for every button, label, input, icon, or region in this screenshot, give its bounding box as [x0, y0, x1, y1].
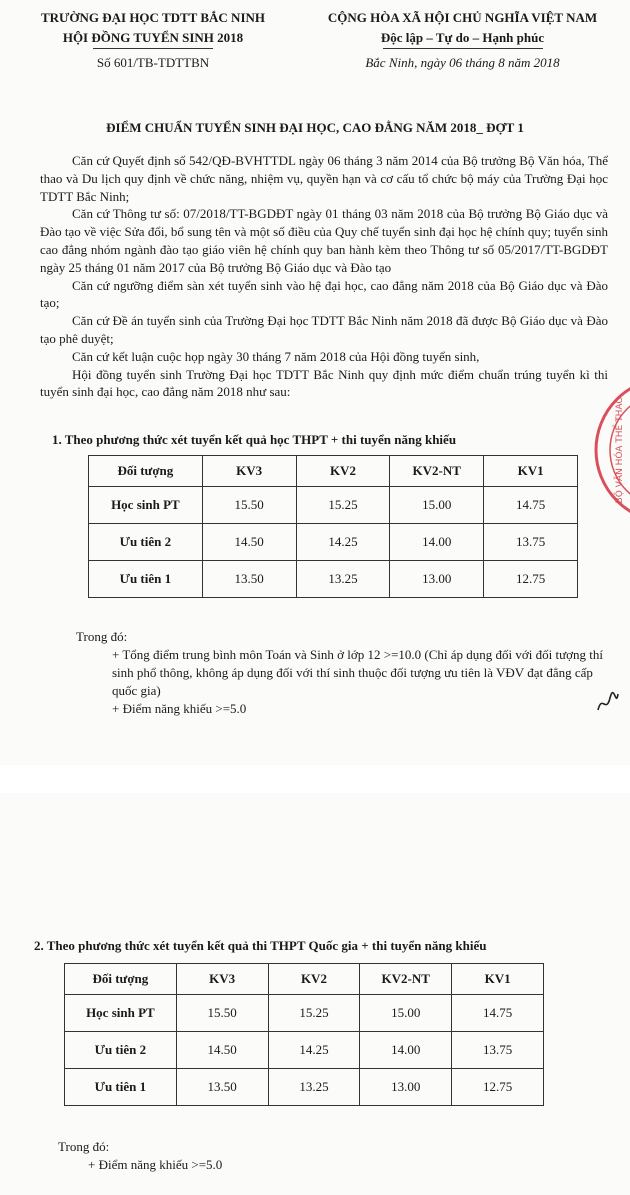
- header-right-rule: [383, 48, 543, 49]
- stamp-text: BỘ VĂN HÓA THỂ THAO: [615, 396, 625, 504]
- document-body: [40, 152, 608, 401]
- table-header-row: [89, 456, 578, 487]
- table-cell: 13.50: [202, 561, 296, 598]
- paragraph: Căn cứ Đề án tuyển sinh của Trường Đại học TDTT Bắc Ninh năm 2018 đã được Bộ Giáo dục và Đào tạo phê duyệt;: [40, 313, 608, 346]
- table-cell: Học sinh PT: [65, 995, 177, 1032]
- table-row: [65, 995, 544, 1032]
- section-2-notes: [58, 1138, 578, 1174]
- score-table-1: [88, 455, 578, 598]
- document-page-2: [0, 793, 630, 1195]
- table-header-cell: KV1: [452, 964, 544, 995]
- table-cell: 15.50: [202, 487, 296, 524]
- motto: Độc lập – Tự do – Hạnh phúc: [380, 30, 545, 45]
- section-1-notes: [76, 628, 610, 718]
- table-row: [89, 487, 578, 524]
- table-row: [65, 1032, 544, 1069]
- paragraph: Căn cứ Thông tư số: 07/2018/TT-BGDĐT ngày 01 tháng 03 năm 2018 của Bộ trưởng Bộ Giáo dục và Đào tạo về việc Sửa đổi, bổ sung tên và một số điều của Quy chế tuyển sinh đại học hệ chính quy; tuyển sinh cao đẳng nhóm ngành đào tạo giáo viên hệ chính quy ban hành kèm theo Thông tư số 05/2017/TT-BGDĐT ngày 25 tháng 01 năm 2017 của Bộ trưởng Bộ Giáo dục và Đào tạo: [40, 206, 608, 275]
- table-cell: Ưu tiên 2: [89, 524, 203, 561]
- table-cell: 14.75: [452, 995, 544, 1032]
- note-item: + Điểm năng khiếu >=5.0: [88, 1157, 223, 1172]
- table-header-cell: KV3: [176, 964, 268, 995]
- council-name: HỘI ĐỒNG TUYỂN SINH 2018: [62, 30, 244, 45]
- table-cell: 14.00: [360, 1032, 452, 1069]
- table-cell: 12.75: [452, 1069, 544, 1106]
- table-header-cell: KV2-NT: [360, 964, 452, 995]
- paragraph: Căn cứ ngưỡng điểm sàn xét tuyển sinh vào hệ đại học, cao đẳng năm 2018 của Bộ Giáo dục và Đào tạo;: [40, 277, 608, 311]
- table-cell: 15.00: [390, 487, 484, 524]
- section-1-heading: 1. Theo phương thức xét tuyển kết quả học THPT + thi tuyển năng khiếu: [52, 432, 457, 447]
- school-name: TRƯỜNG ĐẠI HỌC TDTT BẮC NINH: [40, 10, 266, 25]
- table-cell: Ưu tiên 1: [89, 561, 203, 598]
- table-header-cell: KV2-NT: [390, 456, 484, 487]
- notes-heading: Trong đó:: [76, 629, 128, 644]
- table-cell: Ưu tiên 2: [65, 1032, 177, 1069]
- table-cell: 13.25: [268, 1069, 360, 1106]
- notes-heading: Trong đó:: [58, 1139, 110, 1154]
- table-header-cell: Đối tượng: [65, 964, 177, 995]
- note-item: + Điểm năng khiếu >=5.0: [112, 701, 247, 716]
- table-cell: 14.50: [176, 1032, 268, 1069]
- table-cell: 13.50: [176, 1069, 268, 1106]
- table-cell: Học sinh PT: [89, 487, 203, 524]
- table-cell: 14.25: [268, 1032, 360, 1069]
- country-name: CỘNG HÒA XÃ HỘI CHỦ NGHĨA VIỆT NAM: [327, 10, 598, 25]
- table-cell: 13.00: [360, 1069, 452, 1106]
- table-cell: 13.75: [484, 524, 578, 561]
- table-cell: 14.00: [390, 524, 484, 561]
- table-cell: 15.50: [176, 995, 268, 1032]
- section-2-heading: 2. Theo phương thức xét tuyển kết quả thi THPT Quốc gia + thi tuyển năng khiếu: [34, 938, 487, 953]
- table-header-cell: KV2: [296, 456, 390, 487]
- table-cell: 13.25: [296, 561, 390, 598]
- table-cell: 15.00: [360, 995, 452, 1032]
- table-row: [89, 524, 578, 561]
- table-cell: Ưu tiên 1: [65, 1069, 177, 1106]
- note-item: + Tổng điểm trung bình môn Toán và Sinh ở lớp 12 >=10.0 (Chỉ áp dụng đối với đối tượng thí sinh phổ thông, không áp dụng đối với thí sinh thuộc đối tượng ưu tiên là VĐV đạt đẳng cấp quốc gia): [112, 647, 603, 698]
- document-title: ĐIỂM CHUẨN TUYỂN SINH ĐẠI HỌC, CAO ĐẲNG NĂM 2018_ ĐỢT 1: [106, 120, 524, 135]
- paragraph: Căn cứ Quyết định số 542/QĐ-BVHTTDL ngày 06 tháng 3 năm 2014 của Bộ trưởng Bộ Văn hóa, Thể thao và Du lịch quy định về chức năng, nhiệm vụ, quyền hạn và cơ cấu tổ chức bộ máy của Trường Đại học TDTT Bắc Ninh;: [40, 153, 608, 204]
- table-cell: 15.25: [296, 487, 390, 524]
- table-cell: 14.50: [202, 524, 296, 561]
- table-cell: 13.75: [452, 1032, 544, 1069]
- paragraph: Hội đồng tuyển sinh Trường Đại học TDTT Bắc Ninh quy định mức điểm chuẩn trúng tuyển kì thi tuyển sinh đại học, cao đẳng năm 2018 như sau:: [40, 366, 608, 400]
- score-table-2: [64, 963, 544, 1106]
- table-row: [89, 561, 578, 598]
- header-left-rule: [93, 48, 213, 49]
- table-header-cell: KV1: [484, 456, 578, 487]
- paragraph: Căn cứ kết luận cuộc họp ngày 30 tháng 7 năm 2018 của Hội đồng tuyển sinh,: [72, 348, 480, 364]
- table-header-cell: KV2: [268, 964, 360, 995]
- table-header-cell: Đối tượng: [89, 456, 203, 487]
- signature-icon: [594, 688, 622, 718]
- place-date: Bắc Ninh, ngày 06 tháng 8 năm 2018: [365, 55, 560, 70]
- table-cell: 13.00: [390, 561, 484, 598]
- header-right: [300, 8, 625, 73]
- table-cell: 14.25: [296, 524, 390, 561]
- header-left: [18, 8, 288, 73]
- table-cell: 14.75: [484, 487, 578, 524]
- table-cell: 15.25: [268, 995, 360, 1032]
- doc-number: Số 601/TB-TDTTBN: [96, 55, 210, 70]
- table-row: [65, 1069, 544, 1106]
- table-cell: 12.75: [484, 561, 578, 598]
- official-stamp-icon: [588, 350, 630, 550]
- page-gap: [0, 765, 630, 793]
- table-header-cell: KV3: [202, 456, 296, 487]
- table-header-row: [65, 964, 544, 995]
